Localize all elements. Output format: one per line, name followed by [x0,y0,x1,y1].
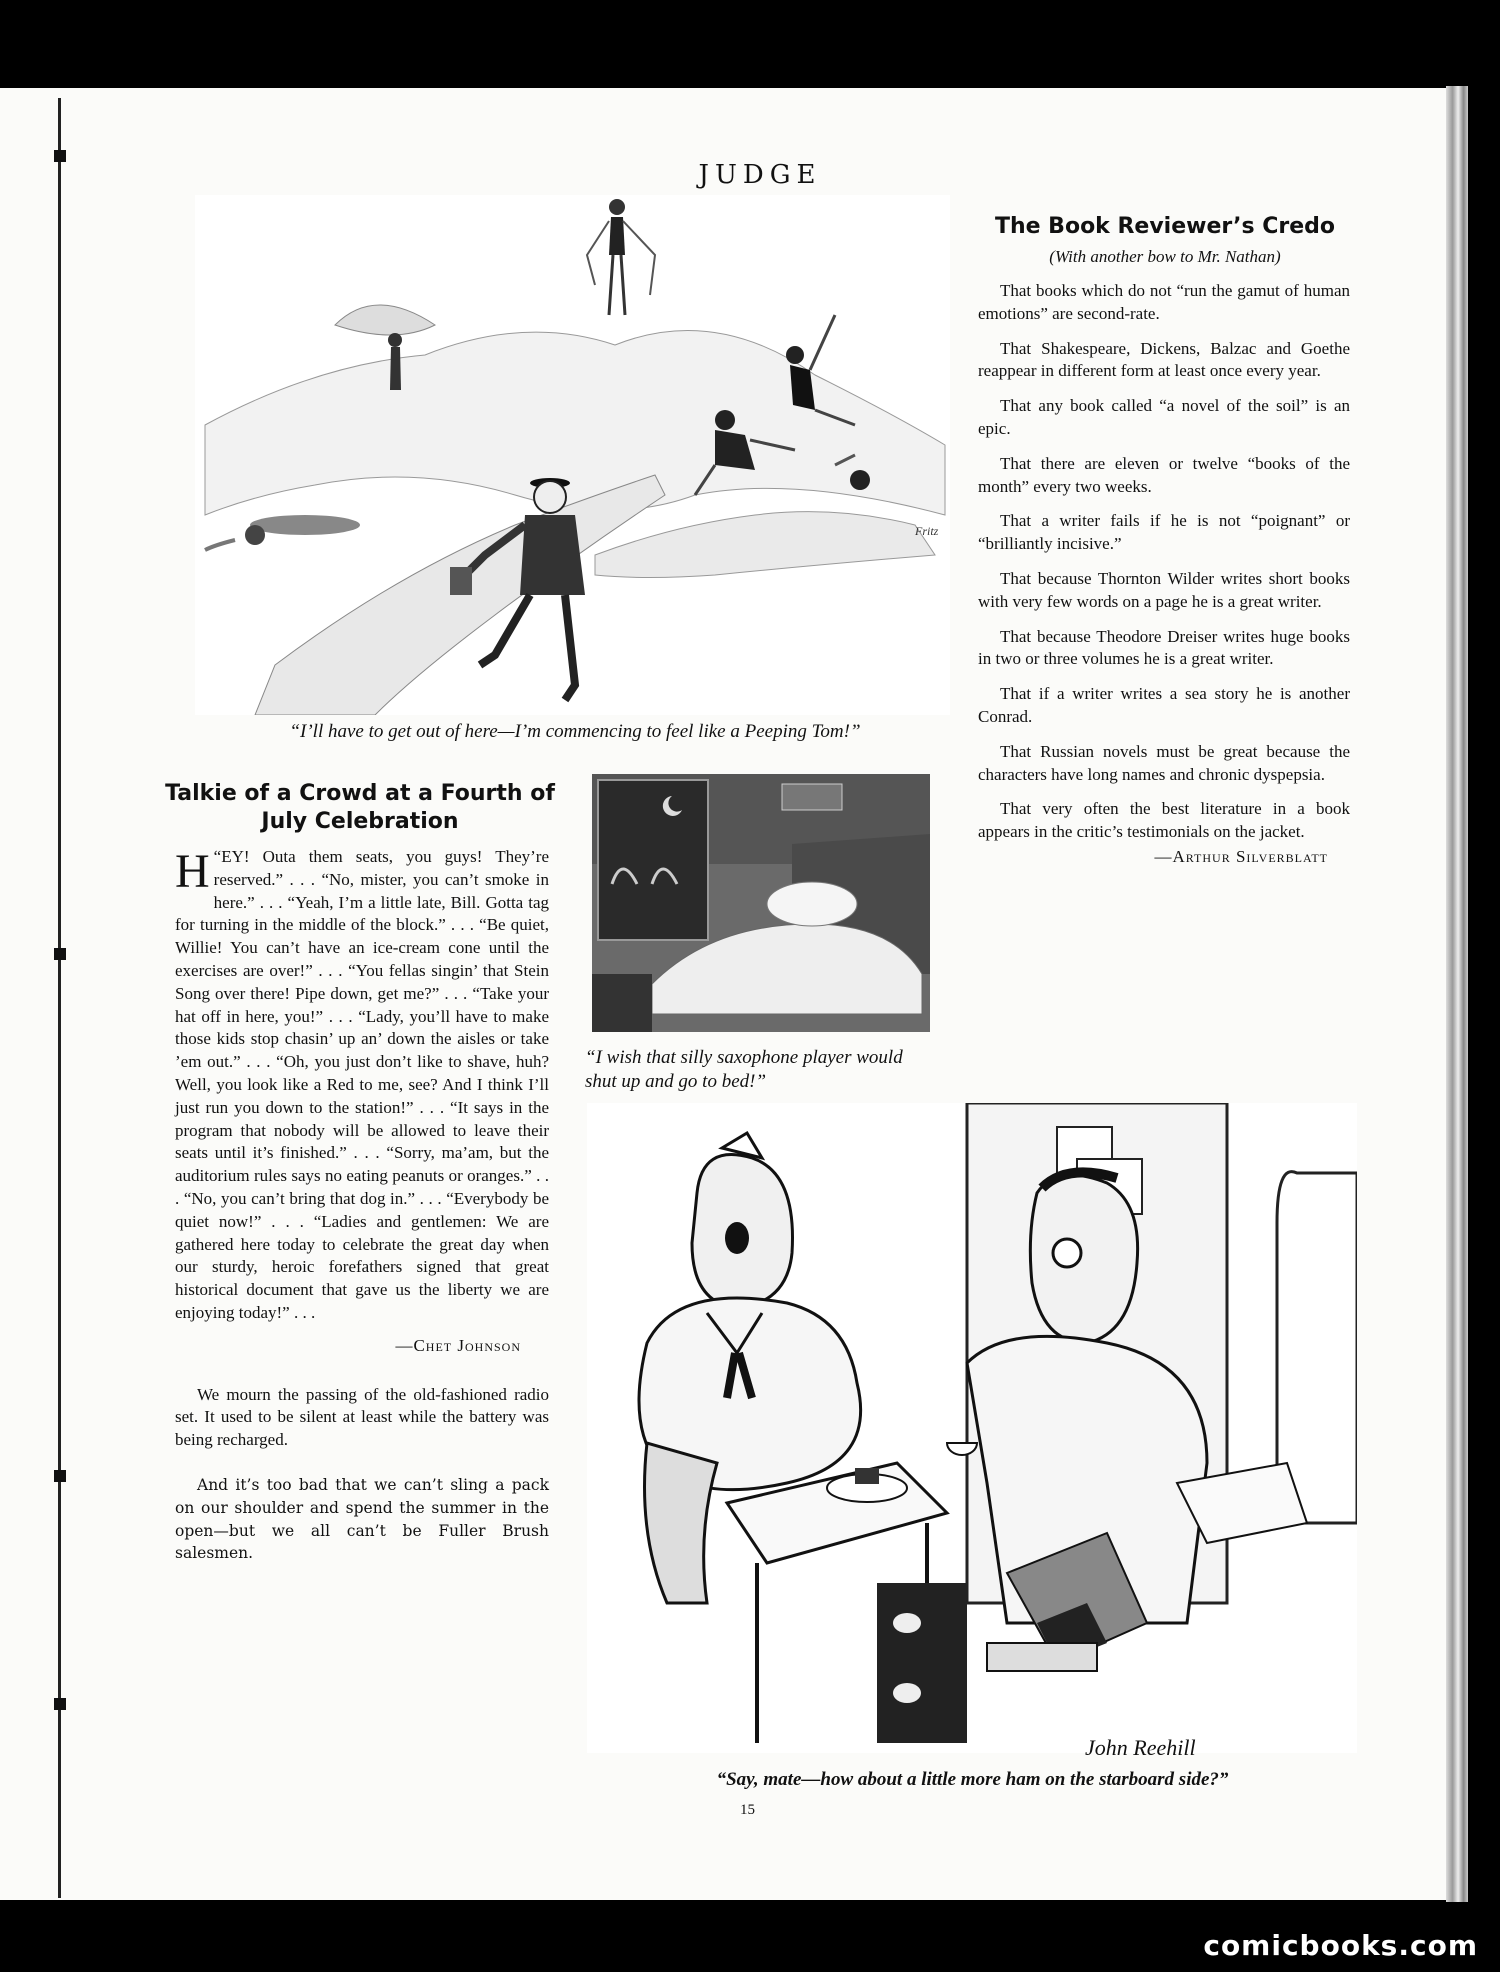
talkie-author: —Chet Johnson [395,1335,521,1355]
credo-paragraph: That because Thornton Wilder writes short books with very few words on a page he is a great writer. [978,568,1350,611]
page-number: 15 [740,1802,755,1818]
credo-paragraph: That Russian novels must be great because the characters have long names and chronic dyspepsia. [978,741,1350,784]
talkie-title: Talkie of a Crowd at a Fourth of July Celebration [165,781,555,834]
watermark: comicbooks.com [1203,1929,1478,1962]
talkie-body [175,846,549,1577]
radio-paragraph: We mourn the passing of the old-fashioned radio set. It used to be silent at least while the battery was being recharged. [175,1384,549,1450]
credo-paragraph: That if a writer writes a sea story he is another Conrad. [978,684,1350,726]
artist-signature: John Reehill [1085,1735,1196,1760]
masthead: JUDGE [698,160,822,190]
binding-mark [54,150,66,162]
sailor-cartoon-caption: “Say, mate—how about a little more ham on the starboard side?” [716,1769,1229,1790]
credo-body [978,280,1350,869]
page-stack-edge [1446,86,1468,1902]
talkie-text: “EY! Outa them seats, you guys! They’re reserved.” . . . “No, mister, you can’t smoke in here.” . . . “Yeah, I’m a little late, Bill. Gotta tag for turning in the middle of the block.” . . . “Be quiet, Willie! You can’t have an ice-cream cone until the exercises are over!” . . . “You fellas singin’ that Stein Song over there! Pipe down, get me?” . . . “Take your hat off in here, you!” . . . “Lady, you’ll have to make those kids stop chasin’ up an’ down the aisles or take ’em out.” . . . “Oh, you just don’t like to shave, huh? Well, you look like a Red to me, see? And I think I’ll just run you down to the station!” . . . “It says in the program that nobody will be allowed to leave their seats until it’s finished.” . . . “Sorry, ma’am, but the auditorium rules says no eating peanuts or oranges.” . . . “No, you can’t bring that dog in.” . . . “Everybody be quiet now!” . . . “Ladies and gentlemen: We are gathered here today to celebrate the great day when our sturdy, heroic forefathers signed that great historical document that gave us the liberty we are enjoying today!” . . . [175,847,549,1322]
top-cartoon-caption: “I’ll have to get out of here—I’m commencing to feel like a Peeping Tom!” [289,721,861,742]
bed-cartoon-caption: “I wish that silly saxophone player would shut up and go to bed!” [585,1047,903,1092]
credo-paragraph: That there are eleven or twelve “books of the month” every two weeks. [978,453,1350,496]
credo-subtitle: (With another bow to Mr. Nathan) [1049,247,1281,266]
fuller-paragraph: And it’s too bad that we can’t sling a pack on our shoulder and spend the summer in the open—but we all can’t be Fuller Brush salesmen. [175,1475,549,1563]
binding-line [58,98,61,1898]
credo-paragraph: That Shakespeare, Dickens, Balzac and Goethe reappear in different form at least once every year. [978,338,1350,381]
credo-paragraph: That a writer fails if he is not “poignant” or “brilliantly incisive.” [978,511,1350,554]
binding-mark [54,1470,66,1482]
talkie-dropcap: H [175,845,210,898]
credo-title: The Book Reviewer’s Credo [994,214,1336,239]
beach-cartoon-illustration [195,195,950,715]
credo-paragraph: That books which do not “run the gamut of human emotions” are second-rate. [978,281,1350,323]
bedroom-cartoon-illustration [592,774,930,1032]
binding-mark [54,1698,66,1710]
svg-text:Fritz: Fritz [915,524,939,538]
credo-paragraph: That because Theodore Dreiser writes huge books in two or three volumes he is a great writer. [978,626,1350,669]
credo-author: —Arthur Silverblatt [1154,846,1328,866]
sailor-cartoon-illustration [587,1103,1357,1753]
credo-paragraph: That any book called “a novel of the soil” is an epic. [978,396,1350,438]
binding-mark [54,948,66,960]
credo-paragraph: That very often the best literature in a book appears in the critic’s testimonials on the jacket. [978,799,1350,842]
